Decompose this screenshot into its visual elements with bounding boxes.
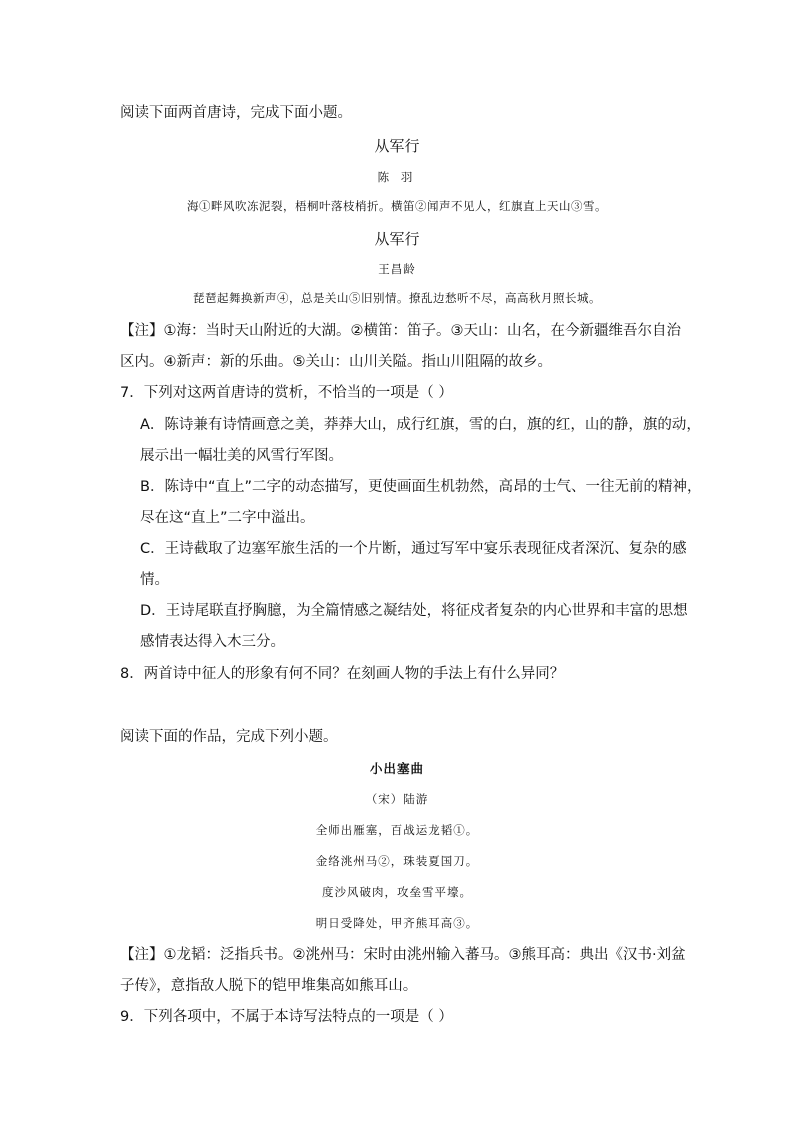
- poem3-line-2: 金络洮州马②，珠装夏国刀。: [315, 854, 479, 868]
- note1-line2: 区内。④新声：新的乐曲。⑤关山：山川关隘。指山川阻隔的故乡。: [120, 354, 552, 370]
- poem2-text: 琵琶起舞换新声④，总是关山⑤旧别情。撩乱边愁听不尽，高高秋月照长城。: [193, 291, 601, 305]
- poem3-line-3: 度沙风破肉，攻垒雪平壕。: [322, 885, 472, 899]
- note2-line2: 子传》，意指敌人脱下的铠甲堆集高如熊耳山。: [120, 978, 418, 994]
- q7-option-d-line1: D．王诗尾联直抒胸臆，为全篇情感之凝结处，将征戍者复杂的内心世界和丰富的思想: [140, 603, 688, 619]
- poem1-title: 从军行: [374, 137, 420, 155]
- instruction-2: 阅读下面的作品，完成下列小题。: [120, 729, 338, 745]
- q7-option-b-line1: B．陈诗中“直上”二字的动态描写，更使画面生机勃然，高昂的士气、一往无前的精神，: [140, 479, 702, 495]
- poem3-title: 小出塞曲: [369, 761, 424, 776]
- q7-option-a-line2: 展示出一幅壮美的风雪行军图。: [140, 448, 343, 464]
- poem2-title: 从军行: [374, 230, 420, 248]
- question-9-stem: 9．下列各项中，不属于本诗写法特点的一项是（ ）: [120, 1009, 453, 1025]
- poem1-author: 陈 羽: [377, 170, 417, 184]
- q7-option-c-line1: C．王诗截取了边塞军旅生活的一个片断，通过写军中宴乐表现征戍者深沉、复杂的感: [140, 541, 687, 557]
- poem3-line-1: 全师出雁塞，百战运龙韬①。: [315, 823, 479, 837]
- question-8: 8．两首诗中征人的形象有何不同？在刻画人物的手法上有什么异同？: [120, 666, 565, 682]
- note1-line1: 【注】①海：当时天山附近的大湖。②横笛：笛子。③天山：山名，在今新疆维吾尔自治: [120, 323, 681, 339]
- q7-option-b-line2: 尽在这“直上”二字中溢出。: [140, 510, 315, 526]
- question-7-stem: 7．下列对这两首唐诗的赏析，不恰当的一项是（ ）: [120, 385, 453, 401]
- poem3-line-4: 明日受降处，甲齐熊耳高③。: [315, 916, 479, 930]
- poem1-text: 海①畔风吹冻泥裂，梧桐叶落枝梢折。横笛②闻声不见人，红旗直上天山③雪。: [187, 199, 607, 213]
- instruction-1: 阅读下面两首唐诗，完成下面小题。: [120, 105, 352, 121]
- q7-option-c-line2: 情。: [140, 572, 169, 588]
- poem3-author: （宋）陆游: [365, 792, 429, 806]
- poem2-author: 王昌龄: [378, 262, 416, 276]
- q7-option-d-line2: 感情表达得入木三分。: [140, 634, 285, 650]
- q7-option-a-line1: A．陈诗兼有诗情画意之美，莽莽大山，成行红旗，雪的白，旗的红，山的静，旗的动，: [140, 417, 701, 433]
- note2-line1: 【注】①龙韬：泛指兵书。②洮州马：宋时由洮州输入蕃马。③熊耳高：典出《汉书·刘盆: [120, 947, 686, 963]
